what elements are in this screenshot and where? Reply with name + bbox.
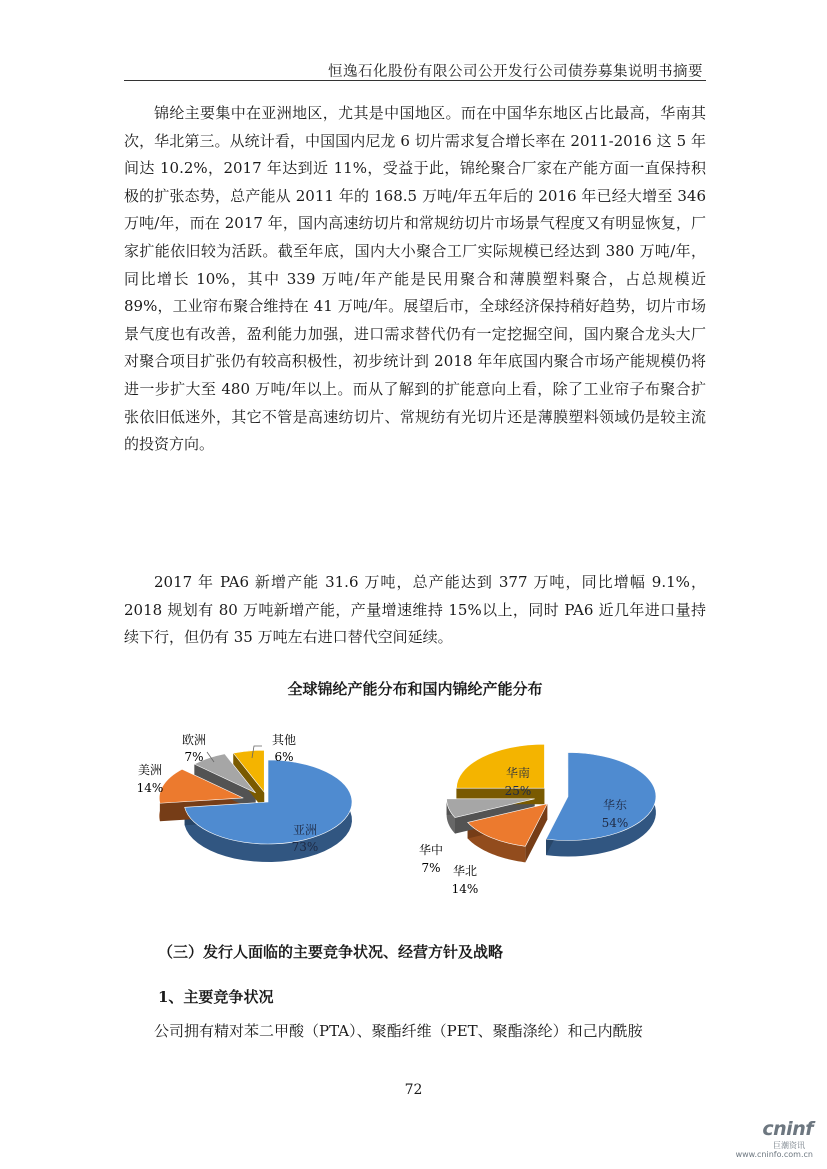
slice-label-value: 7% <box>421 861 441 875</box>
slice-label-name: 华中 <box>418 843 444 857</box>
slice-label-name: 欧洲 <box>181 733 207 747</box>
pie-charts <box>0 700 827 920</box>
document-header-title: 恒逸石化股份有限公司公开发行公司债券募集说明书摘要 <box>328 64 703 80</box>
slice-label-name: 美洲 <box>137 763 163 777</box>
slice-label-value: 14% <box>451 882 479 896</box>
logo-url: www.cninfo.com.cn <box>735 1150 813 1159</box>
header-rule <box>124 80 706 81</box>
page-number: 72 <box>404 1082 423 1098</box>
sub-heading: 1、主要竞争状况 <box>158 988 274 1006</box>
slice-label-value: 7% <box>184 750 204 764</box>
chart-title: 全球锦纶产能分布和国内锦纶产能分布 <box>287 680 543 698</box>
section-heading: （三）发行人面临的主要竞争状况、经营方针及战略 <box>158 943 504 961</box>
slice-label-name: 亚洲 <box>292 823 318 837</box>
slice-label-value: 14% <box>136 781 164 795</box>
slice-label-value: 54% <box>601 816 629 830</box>
pie-slice <box>456 744 544 788</box>
logo-wordmark: cninf <box>762 1118 813 1140</box>
body-paragraph-1: 锦纶主要集中在亚洲地区，尤其是中国地区。而在中国华东地区占比最高，华南其次，华北第三。从统计看，中国国内尼龙 6 切片需求复合增长率在 2011-2016 这 5 年间达 10.2%，2017 年达到近 11%，受益于此，锦纶聚合厂家在产能方面一直保持积极的扩张态势，总产能从 2011 年的 168.5 万吨/年五年后的 2016 年已经大增至 346 万吨/年，而在 2017 年，国内高速纺切片和常规纺切片市场景气程度又有明显恢复，厂家扩能依旧较为活跃。截至年底，国内大小聚合工厂实际规模已经达到 380 万吨/年，同比增长 10%，其中 339 万吨/年产能是民用聚合和薄膜塑料聚合，占总规模近 89%，工业帘布聚合维持在 41 万吨/年。展望后市，全球经济保持稍好趋势，切片市场景气度也有改善，盈利能力加强，进口需求替代仍有一定挖掘空间，国内聚合龙头大厂对聚合项目扩张仍有较高积极性，初步统计到 2018 年年底国内聚合市场产能规模仍将进一步扩大至 480 万吨/年以上。而从了解到的扩能意向上看，除了工业帘子布聚合扩张依旧低迷外，其它不管是高速纺切片、常规纺有光切片还是薄膜塑料领域仍是较主流的投资方向。 <box>124 104 706 454</box>
logo-chinese: 巨潮资讯 <box>773 1141 805 1150</box>
slice-label-name: 其他 <box>271 733 297 747</box>
slice-label-name: 华南 <box>505 766 531 780</box>
slice-label-value: 73% <box>291 840 319 854</box>
slice-label-name: 华东 <box>602 798 628 812</box>
slice-label-value: 25% <box>504 784 532 798</box>
body-paragraph-3: 公司拥有精对苯二甲酸（PTA）、聚酯纤维（PET、聚酯涤纶）和己内酰胺 <box>154 1022 643 1040</box>
slice-label-name: 华北 <box>452 864 478 878</box>
slice-label-value: 6% <box>274 750 294 764</box>
pie-chart-global <box>159 750 352 862</box>
cninfo-logo <box>723 1118 813 1162</box>
body-paragraph-2: 2017 年 PA6 新增产能 31.6 万吨，总产能达到 377 万吨，同比增幅 9.1%，2018 规划有 80 万吨新增产能，产量增速维持 15%以上，同时 PA6 近几年进口量持续下行，但仍有 35 万吨左右进口替代空间延续。 <box>124 573 706 647</box>
